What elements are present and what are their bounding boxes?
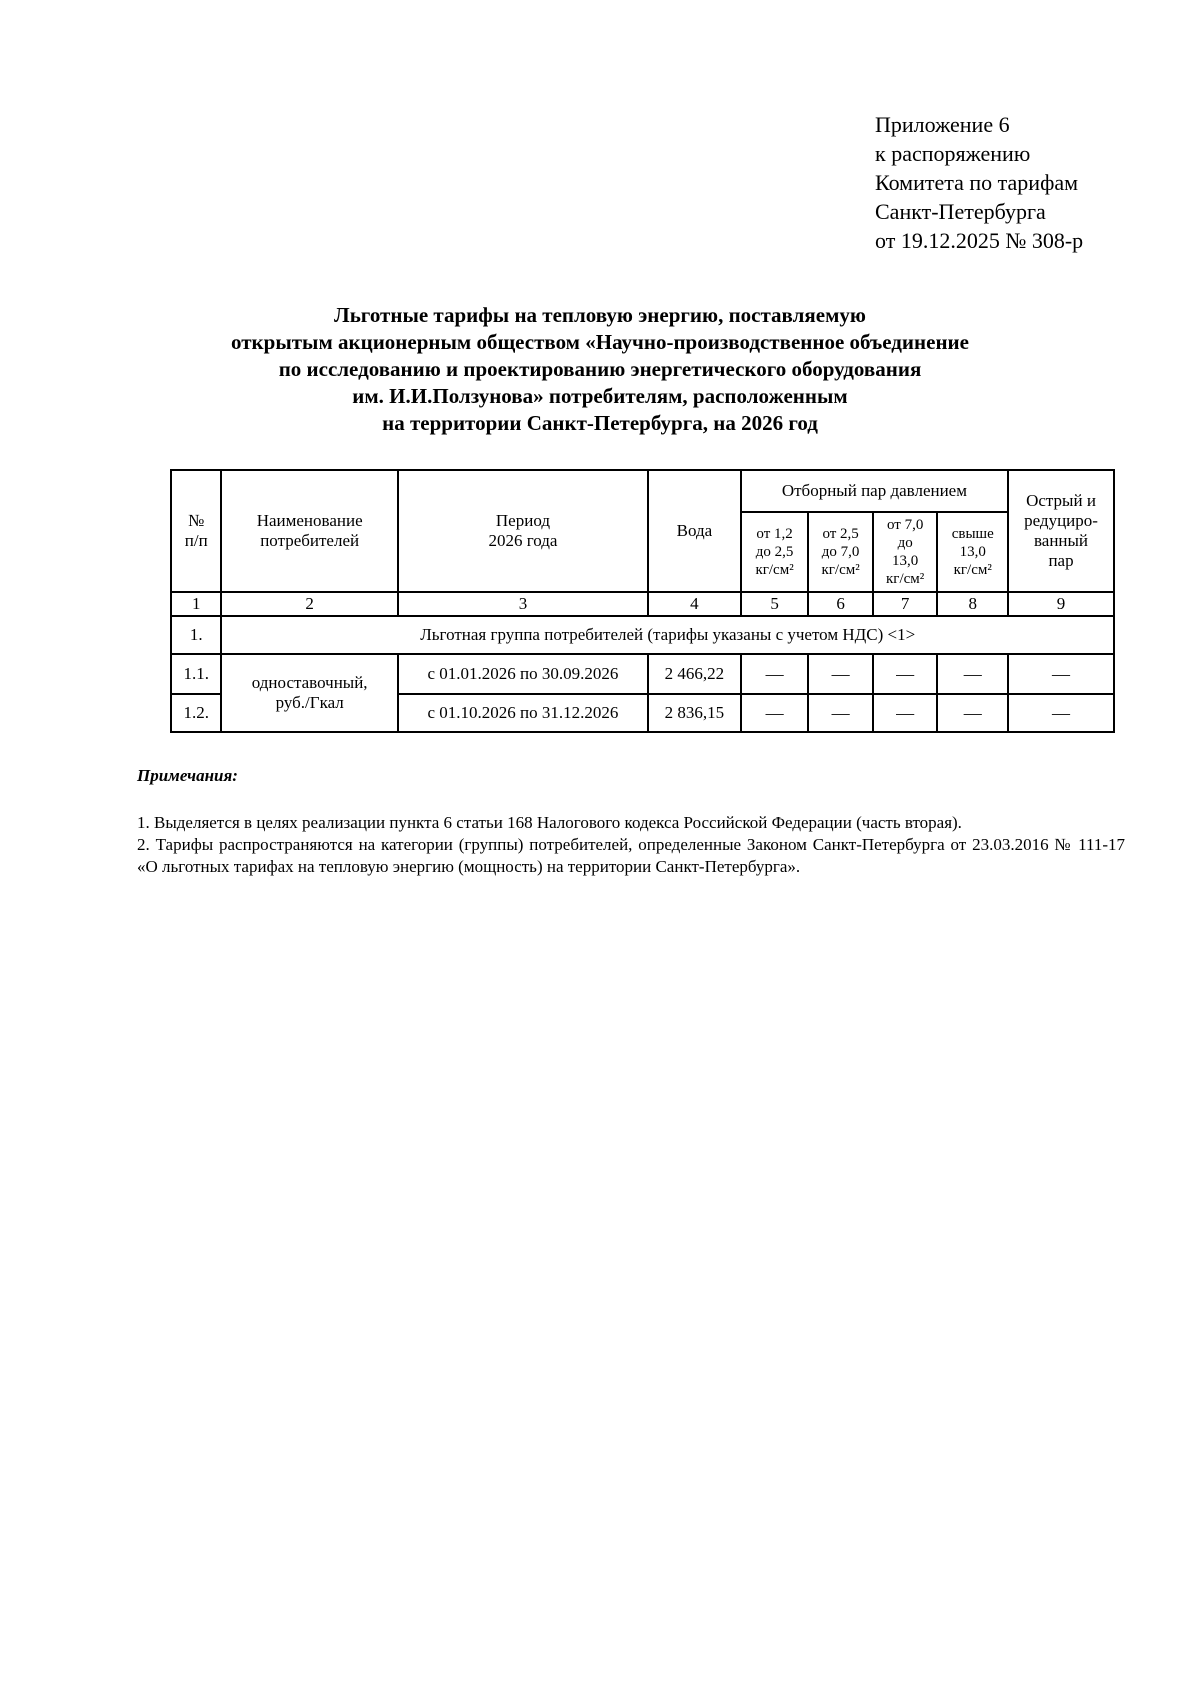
row-water-tariff: 2 466,22 <box>648 654 741 694</box>
header-sharp-line: ванный <box>1033 531 1089 550</box>
pressure-unit: кг/см² <box>886 571 925 587</box>
appendix-line: Санкт-Петербурга <box>875 199 1046 224</box>
group-row-num: 1. <box>171 616 221 654</box>
appendix-line: Приложение 6 <box>875 112 1010 137</box>
header-water: Вода <box>648 470 741 592</box>
pressure-line: до <box>897 535 913 551</box>
title-line: им. И.И.Ползунова» потребителям, расположенным <box>352 384 848 408</box>
header-pressure-2 <box>808 512 873 592</box>
consumer-name-line: руб./Гкал <box>275 693 344 712</box>
pressure-unit: кг/см² <box>821 562 860 578</box>
notes-heading: Примечания: <box>137 766 238 785</box>
row-pressure-2-tariff: — <box>808 694 873 732</box>
row-pressure-4-tariff: — <box>937 654 1008 694</box>
header-sharp-line: Острый и <box>1026 491 1096 510</box>
column-number: 4 <box>648 592 741 616</box>
document-title <box>130 302 1070 437</box>
header-period <box>398 470 648 592</box>
pressure-line: до 7,0 <box>821 544 860 560</box>
title-line: открытым акционерным обществом «Научно-производственное объединение <box>231 330 969 354</box>
appendix-line: к распоряжению <box>875 141 1031 166</box>
header-sharp-line: редуциро- <box>1024 511 1098 530</box>
column-number: 3 <box>398 592 648 616</box>
tariff-table <box>170 469 1115 733</box>
table-row <box>171 654 1114 694</box>
row-pressure-2-tariff: — <box>808 654 873 694</box>
header-consumers <box>221 470 397 592</box>
pressure-unit: кг/см² <box>953 562 992 578</box>
column-number: 1 <box>171 592 221 616</box>
group-row-label: Льготная группа потребителей (тарифы указаны с учетом НДС) <1> <box>221 616 1114 654</box>
column-numbers-row <box>171 592 1114 616</box>
row-pressure-3-tariff: — <box>873 694 938 732</box>
note-item: 1. Выделяется в целях реализации пункта 6 статьи 168 Налогового кодекса Российской Федерации (часть вторая). <box>137 813 962 832</box>
row-period: с 01.01.2026 по 30.09.2026 <box>398 654 648 694</box>
header-num-abbr: п/п <box>184 531 208 550</box>
column-number: 2 <box>221 592 397 616</box>
column-number: 9 <box>1008 592 1114 616</box>
pressure-line: свыше <box>951 526 994 542</box>
header-steam-group: Отборный пар давлением <box>741 470 1008 512</box>
header-pressure-1 <box>741 512 809 592</box>
row-num: 1.1. <box>171 654 221 694</box>
row-pressure-3-tariff: — <box>873 654 938 694</box>
header-consumers-line: Наименование <box>256 511 363 530</box>
pressure-line: от 2,5 <box>822 526 859 542</box>
header-period-line: Период <box>495 511 550 530</box>
consumer-name <box>221 654 397 732</box>
row-water-tariff: 2 836,15 <box>648 694 741 732</box>
row-pressure-4-tariff: — <box>937 694 1008 732</box>
column-number: 5 <box>741 592 809 616</box>
note-item: 2. Тарифы распространяются на категории (группы) потребителей, определенные Законом Санкт-Петербурга от 23.03.2016 № 111-17 «О льготных тарифах на тепловую энергию (мощность) на территории Санкт-Петербурга». <box>137 835 1125 876</box>
title-line: на территории Санкт-Петербурга, на 2026 год <box>382 411 818 435</box>
column-number: 8 <box>937 592 1008 616</box>
title-line: Льготные тарифы на тепловую энергию, поставляемую <box>334 303 866 327</box>
appendix-line: от 19.12.2025 № 308-р <box>875 228 1084 253</box>
pressure-line: от 1,2 <box>756 526 793 542</box>
row-period: с 01.10.2026 по 31.12.2026 <box>398 694 648 732</box>
pressure-line: от 7,0 <box>886 517 924 533</box>
pressure-line: 13,0 <box>892 553 919 569</box>
header-num <box>171 470 221 592</box>
row-pressure-1-tariff: — <box>741 694 809 732</box>
row-sharp-steam-tariff: — <box>1008 654 1114 694</box>
header-consumers-line: потребителей <box>260 531 360 550</box>
pressure-unit: кг/см² <box>755 562 794 578</box>
consumer-name-line: одноставочный, <box>251 673 368 692</box>
header-row <box>171 470 1114 512</box>
row-sharp-steam-tariff: — <box>1008 694 1114 732</box>
pressure-line: 13,0 <box>959 544 986 560</box>
header-pressure-4 <box>937 512 1008 592</box>
header-num-symbol: № <box>188 511 205 530</box>
header-sharp-steam <box>1008 470 1114 592</box>
row-num: 1.2. <box>171 694 221 732</box>
column-number: 7 <box>873 592 938 616</box>
row-pressure-1-tariff: — <box>741 654 809 694</box>
appendix-header <box>875 110 1083 255</box>
header-period-line: 2026 года <box>488 531 558 550</box>
header-pressure-3 <box>873 512 938 592</box>
column-number: 6 <box>808 592 873 616</box>
appendix-line: Комитета по тарифам <box>875 170 1079 195</box>
notes-list <box>137 812 1125 878</box>
group-row <box>171 616 1114 654</box>
pressure-line: до 2,5 <box>755 544 794 560</box>
header-sharp-line: пар <box>1048 551 1074 570</box>
title-line: по исследованию и проектированию энергетического оборудования <box>278 357 922 381</box>
